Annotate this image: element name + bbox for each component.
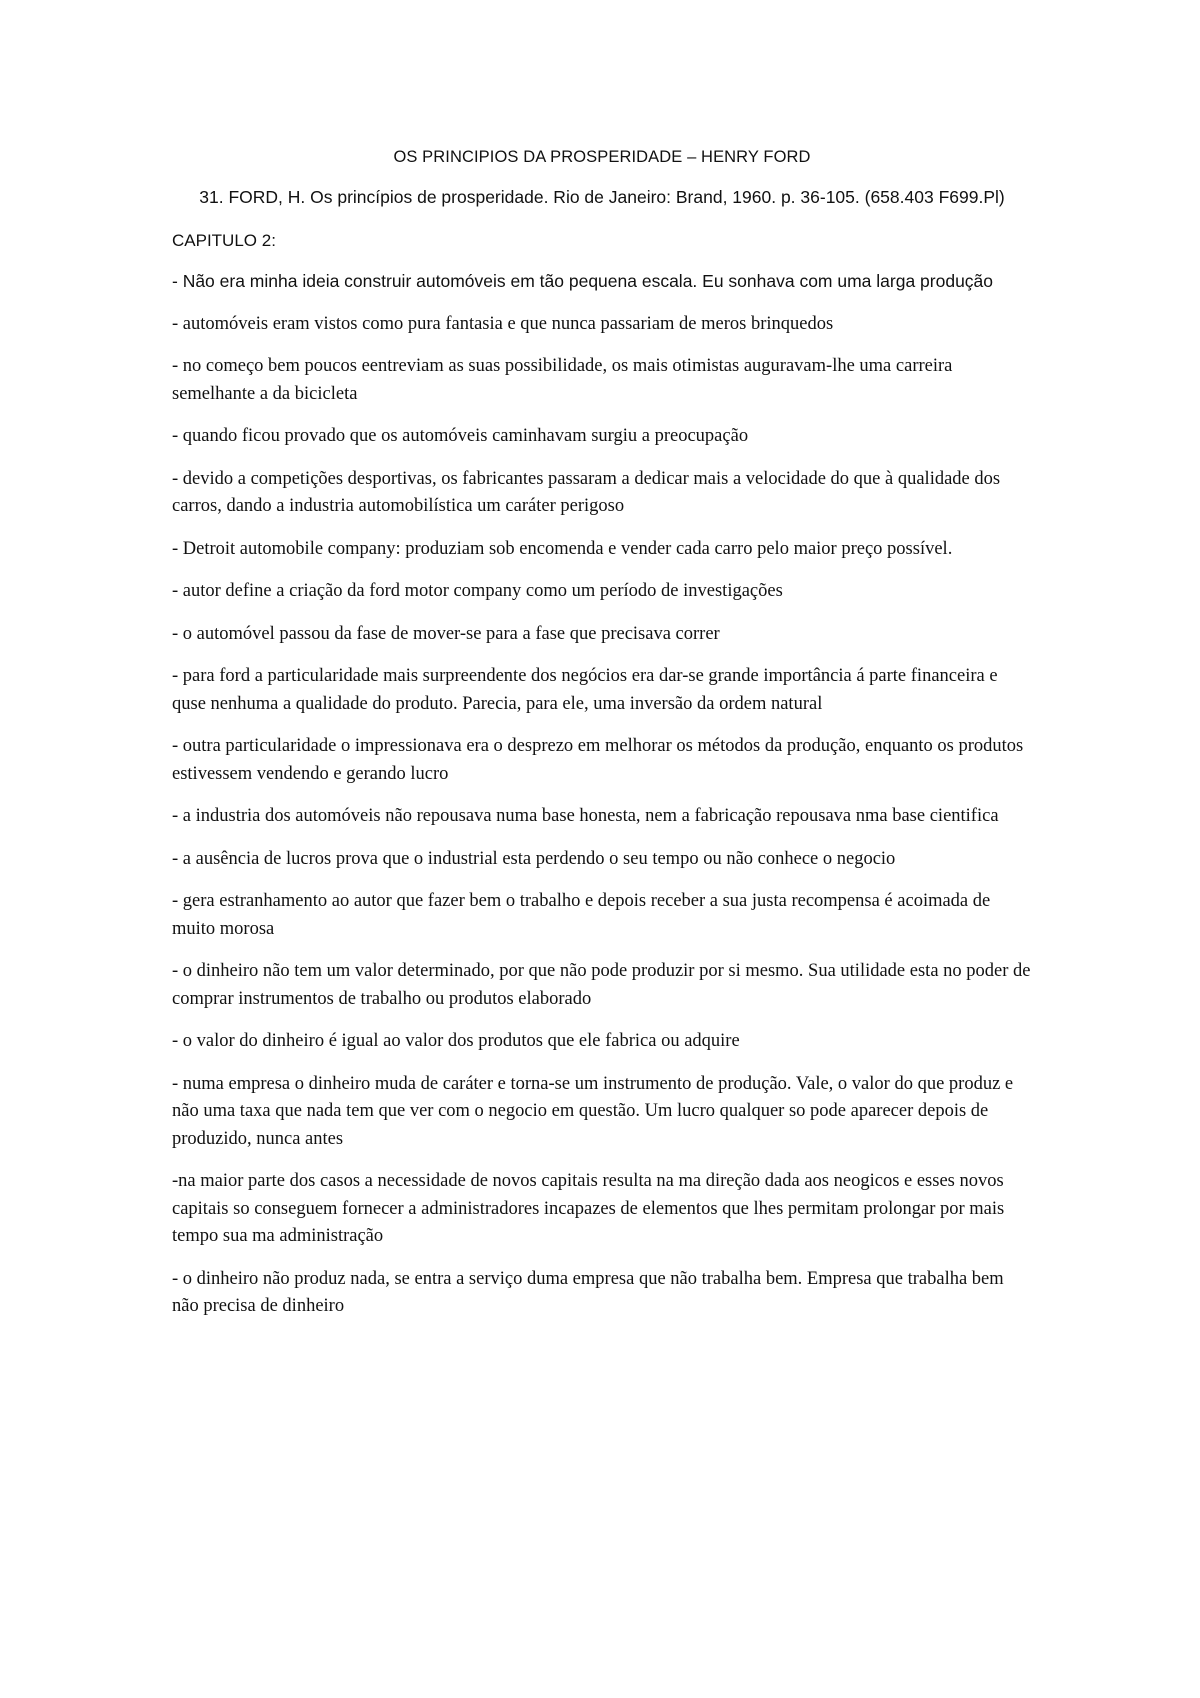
document-title: OS PRINCIPIOS DA PROSPERIDADE – HENRY FORD	[393, 148, 811, 166]
paragraph: - o valor do dinheiro é igual ao valor dos produtos que ele fabrica ou adquire	[172, 1031, 740, 1051]
chapter-heading: CAPITULO 2:	[172, 231, 276, 250]
document-body	[172, 146, 1032, 1336]
paragraph: - quando ficou provado que os automóveis caminhavam surgiu a preocupação	[172, 426, 749, 446]
paragraph: - a industria dos automóveis não repousava numa base honesta, nem a fabricação repousava nma base cientifica	[172, 806, 999, 826]
paragraph: - o dinheiro não tem um valor determinado, por que não pode produzir por si mesmo. Sua utilidade esta no poder de comprar instrumentos de trabalho ou produtos elaborado	[172, 961, 1031, 1009]
paragraph: - automóveis eram vistos como pura fantasia e que nunca passariam de meros brinquedos	[172, 313, 834, 334]
paragraph: -na maior parte dos casos a necessidade de novos capitais resulta na ma direção dada aos neogicos e esses novos capitais so conseguem fornecer a administradores incapazes de elementos que lhes permitam prolongar por mais tempo sua ma administração	[172, 1171, 1005, 1246]
paragraph: - Detroit automobile company: produziam sob encomenda e vender cada carro pelo maior preço possível.	[172, 538, 953, 559]
paragraph: - outra particularidade o impressionava era o desprezo em melhorar os métodos da produção, enquanto os produtos estivessem vendendo e gerando lucro	[172, 736, 1024, 784]
paragraph: - para ford a particularidade mais surpreendente dos negócios era dar-se grande importância á parte financeira e quse nenhuma a qualidade do produto. Parecia, para ele, uma inversão da ordem natural	[172, 666, 998, 714]
paragraph: - a ausência de lucros prova que o industrial esta perdendo o seu tempo ou não conhece o negocio	[172, 848, 896, 869]
paragraph: - devido a competições desportivas, os fabricantes passaram a dedicar mais a velocidade do que à qualidade dos carros, dando a industria automobilística um caráter perigoso	[172, 468, 1001, 516]
paragraph: - no começo bem poucos eentreviam as suas possibilidade, os mais otimistas auguravam-lhe uma carreira semelhante a da bicicleta	[172, 356, 953, 404]
paragraph: - autor define a criação da ford motor company como um período de investigações	[172, 581, 783, 601]
paragraph: - gera estranhamento ao autor que fazer bem o trabalho e depois receber a sua justa recompensa é acoimada de muito morosa	[172, 891, 991, 939]
bibliographic-citation: 31. FORD, H. Os princípios de prosperidade. Rio de Janeiro: Brand, 1960. p. 36-105. (658.403 F699.Pl)	[199, 187, 1005, 207]
paragraph: - o automóvel passou da fase de mover-se para a fase que precisava correr	[172, 623, 720, 644]
paragraph: - numa empresa o dinheiro muda de caráter e torna-se um instrumento de produção. Vale, o valor do que produz e não uma taxa que nada tem que ver com o negocio em questão. Um lucro qualquer so pode aparecer depois de produzido, nunca antes	[172, 1073, 1014, 1149]
paragraph: - o dinheiro não produz nada, se entra a serviço duma empresa que não trabalha bem. Empresa que trabalha bem não precisa de dinheiro	[172, 1268, 1004, 1316]
paragraph: - Não era minha ideia construir automóveis em tão pequena escala. Eu sonhava com uma larga produção	[172, 271, 994, 291]
